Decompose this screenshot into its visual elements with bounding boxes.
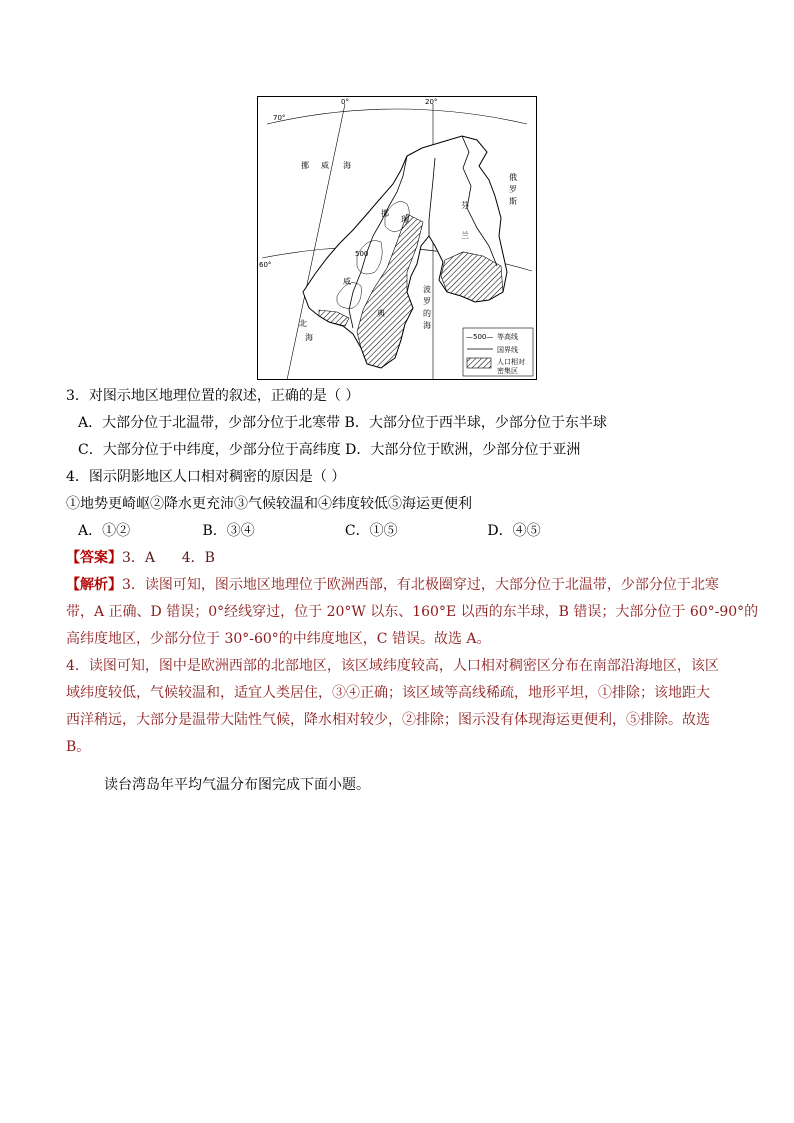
answer-text: 3．A 4．B [122, 550, 215, 566]
norwegian-sea-label-3: 海 [343, 161, 351, 170]
norwegian-sea-label-1: 挪 [301, 161, 309, 170]
answer-label: 【答案】 [66, 550, 122, 566]
lon-20-label: 20° [425, 98, 438, 106]
q4-option-d: D．④⑤ [487, 523, 541, 539]
north-sea-label-1: 北 [299, 319, 307, 328]
legend-dense-sample [467, 358, 491, 368]
answer-line [66, 545, 728, 572]
scandinavia-map [257, 96, 537, 380]
legend-dense-label-1: 人口相对 [497, 358, 525, 366]
q4-items: ①地势更崎岖②降水更充沛③气候较温和④纬度较低⑤海运更便利 [66, 496, 472, 512]
q4-options [66, 518, 728, 545]
analysis-line-2: 带，A 正确、D 错误；0°经线穿过，位于 20°W 以东、160°E 以西的东半球，B 错误；大部分位于 60°-90°的 [66, 604, 759, 620]
analysis-line-4: 4．读图可知，图中是欧洲西部的北部地区，该区域纬度较高，人口相对稠密区分布在南部沿海地区，该区 [66, 658, 719, 674]
q3-options-cd: C．大部分位于中纬度，少部分位于高纬度 D．大部分位于欧洲，少部分位于亚洲 [78, 442, 581, 458]
norway-label-2: 威 [343, 277, 351, 286]
russia-label-3: 斯 [509, 197, 517, 206]
analysis-line-3: 高纬度地区，少部分位于 30°-60°的中纬度地区，C 错误。故选 A。 [66, 631, 491, 647]
norwegian-sea-label-2: 威 [321, 161, 329, 170]
q4-option-c: C．①⑤ [344, 523, 398, 539]
baltic-sea-label-3: 的 [423, 309, 431, 318]
finland-label-1: 芬 [461, 201, 469, 210]
next-section-intro: 读台湾岛年平均气温分布图完成下面小题。 [104, 777, 370, 793]
lat-60-label: 60° [259, 261, 272, 269]
lon-0-label: 0° [341, 98, 349, 106]
q3-stem: 3．对图示地区地理位置的叙述，正确的是（ ） [66, 388, 360, 404]
analysis-line-6: 西洋稍远，大部分是温带大陆性气候，降水相对较少，②排除；图示没有体现海运更便利，⑤排除。故选 [66, 712, 710, 728]
analysis-label: 【解析】 [66, 577, 122, 593]
russia-label-2: 罗 [509, 185, 517, 194]
legend-contour-label: 等高线 [497, 333, 518, 341]
contour-value-label: 500 [355, 250, 369, 258]
analysis-text-1: 3．读图可知，图示地区地理位于欧洲西部，有北极圈穿过，大部分位于北温带，少部分位于北寒 [122, 577, 719, 593]
russia-label-1: 俄 [509, 173, 517, 182]
analysis-line-1 [66, 572, 728, 599]
sweden-label-1: 瑞 [401, 215, 409, 224]
q3-options-ab: A．大部分位于北温带，少部分位于北寒带 B．大部分位于西半球，少部分位于东半球 [78, 415, 607, 431]
finland-label-2: 兰 [461, 231, 469, 240]
q4-stem: 4．图示阴影地区人口相对稠密的原因是（ ） [66, 469, 346, 485]
analysis-line-7: B。 [66, 739, 91, 755]
map-svg [257, 96, 537, 380]
sweden-label-2: 典 [377, 309, 385, 318]
baltic-sea-label-4: 海 [423, 321, 431, 330]
legend-dense-label-2: 密集区 [497, 367, 518, 375]
north-sea-label-2: 海 [305, 333, 313, 342]
legend-contour-sample: —500— [466, 333, 494, 341]
lat-70-label: 70° [273, 114, 286, 122]
norway-label-1: 挪 [381, 209, 389, 218]
baltic-sea-label-2: 罗 [423, 297, 431, 306]
q4-option-a: A．①② [78, 523, 131, 539]
q4-option-b: B．③④ [202, 523, 255, 539]
baltic-sea-label-1: 波 [423, 285, 431, 294]
questions-block [66, 383, 759, 761]
legend-border-label: 国界线 [497, 346, 518, 354]
analysis-line-5: 域纬度较低，气候较温和，适宜人类居住，③④正确；该区域等高线稀疏，地形平坦，①排除；该地距大 [66, 685, 710, 701]
